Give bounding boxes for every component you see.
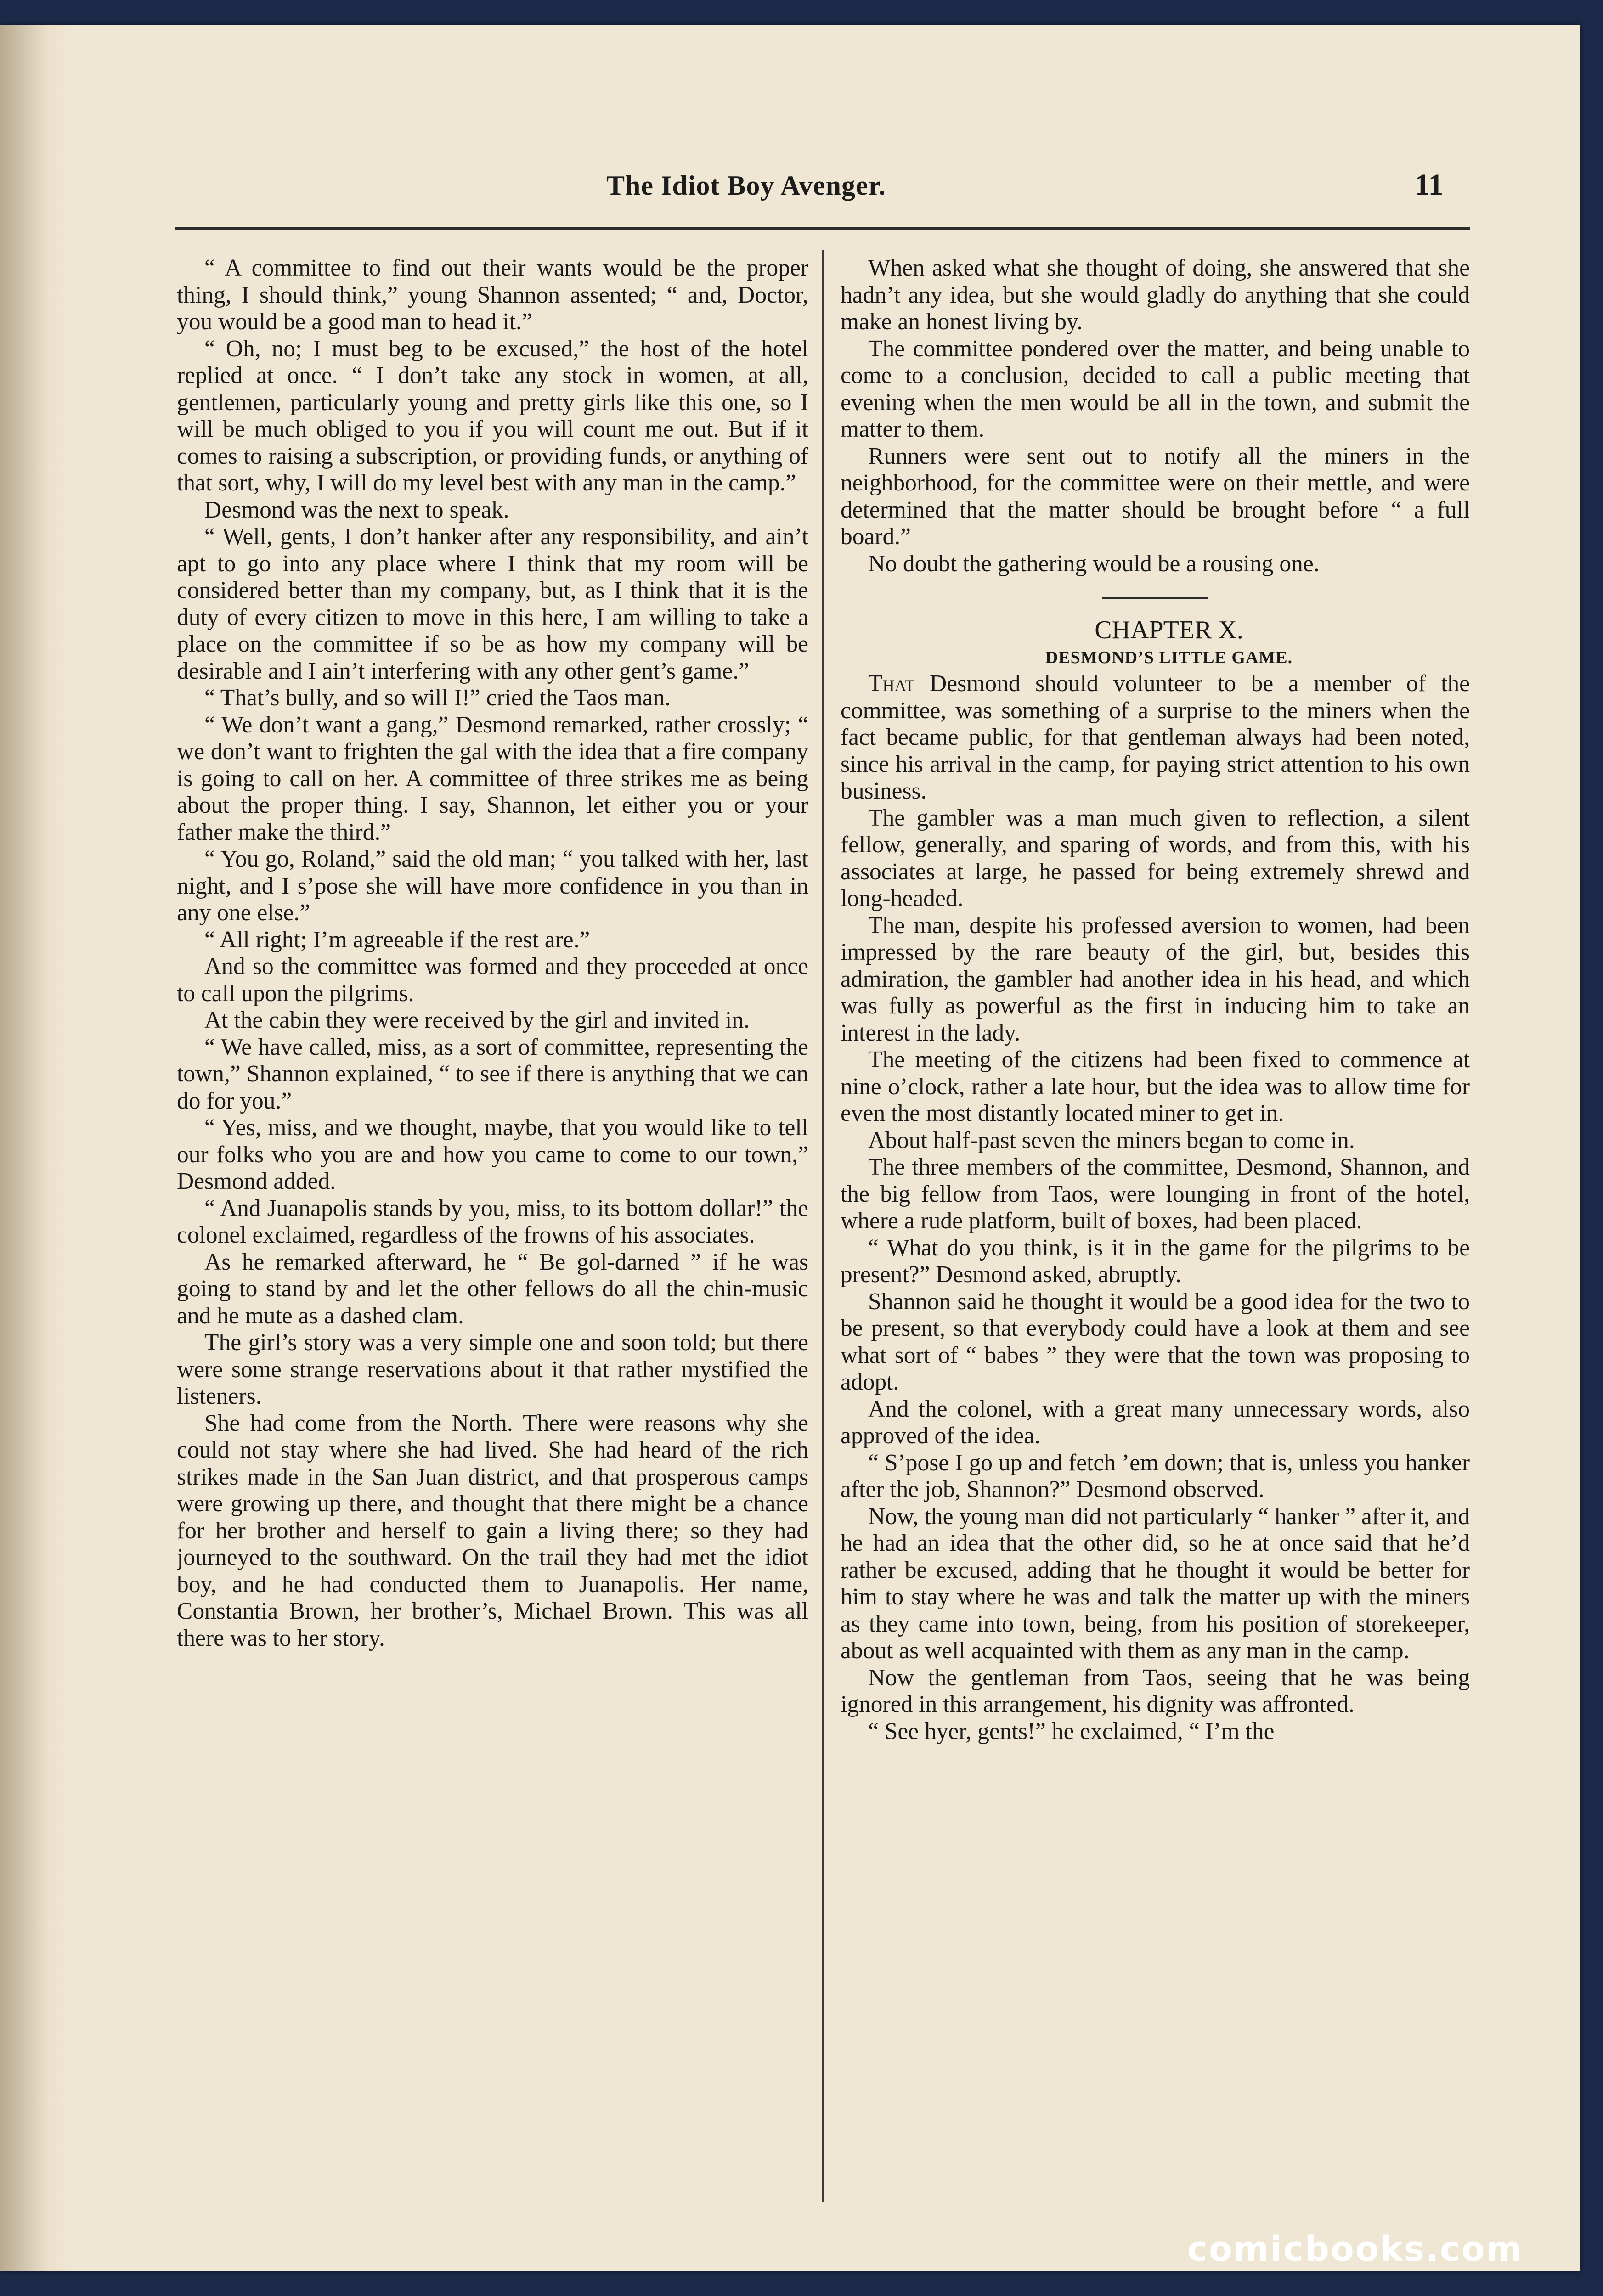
paragraph: And so the committee was formed and they proceeded at once to call upon the pilgrims. <box>177 953 808 1007</box>
paragraph: The three members of the committee, Desmond, Shannon, and the big fellow from Taos, were lounging in front of the hotel, where a rude platform, built of boxes, had been placed. <box>841 1154 1470 1234</box>
paragraph: “ Well, gents, I don’t hanker after any responsibility, and ain’t apt to go into any place where I think that my room will be considered better than my company, but, as I think that it is the duty of every citizen to move in this here, I am willing to take a place on the committee if so be as how my company will be desirable and I ain’t interfering with any other gent’s game.” <box>177 523 808 684</box>
magazine-page <box>0 25 1580 2271</box>
paragraph: “ What do you think, is it in the game for the pilgrims to be present?” Desmond asked, abruptly. <box>841 1234 1470 1288</box>
paragraph: Now the gentleman from Taos, seeing that he was being ignored in this arrangement, his dignity was affronted. <box>841 1664 1470 1717</box>
paragraph: The gambler was a man much given to reflection, a silent fellow, generally, and sparing of words, and from this, with his associates at large, he passed for being extremely shrewd and long-headed. <box>841 805 1470 912</box>
paragraph: When asked what she thought of doing, she answered that she hadn’t any idea, but she would gladly do anything that she could make an honest living by. <box>841 255 1470 335</box>
paragraph: The girl’s story was a very simple one and soon told; but there were some strange reservations about it that rather mystified the listeners. <box>177 1329 808 1409</box>
paragraph: And the colonel, with a great many unnecessary words, also approved of the idea. <box>841 1396 1470 1449</box>
paragraph: “ We have called, miss, as a sort of committee, representing the town,” Shannon explained, “ to see if there is anything that we can do for you.” <box>177 1034 808 1114</box>
right-column <box>841 255 1470 2206</box>
chapter-first-paragraph <box>841 670 1470 805</box>
paragraph: “ That’s bully, and so will I!” cried the Taos man. <box>204 685 671 711</box>
watermark: comicbooks.com <box>1187 2229 1523 2269</box>
column-divider <box>822 250 824 2202</box>
paragraph: Now, the young man did not particularly “ hanker ” after it, and he had an idea that the other did, so he at once said that he’d rather be excused, adding that he thought it would be better for him to stay where he was and talk the matter up with the miners as they came into town, being, from his position of storekeeper, about as well acquainted with them as any man in the camp. <box>841 1503 1470 1664</box>
paragraph: The meeting of the citizens had been fixed to commence at nine o’clock, rather a late hour, but the idea was to allow time for even the most distantly located miner to get in. <box>841 1047 1470 1126</box>
paragraph: “ Oh, no; I must beg to be excused,” the host of the hotel replied at once. “ I don’t take any stock in women, at all, gentlemen, particularly young and pretty girls like this one, so I will be much obliged to you if you will count me out. But if it comes to raising a subscription, or providing funds, or anything of that sort, why, I will do my level best with any man in the camp.” <box>177 335 808 496</box>
page-number: 11 <box>1415 168 1444 202</box>
chapter-subtitle: DESMOND’S LITTLE GAME. <box>1045 648 1293 667</box>
lead-word: That <box>868 670 915 697</box>
paragraph: “ We don’t want a gang,” Desmond remarked, rather crossly; “ we don’t want to frighten the gal with the idea that a fire company is going to call on her. A committee of three strikes me as being about the proper thing. I say, Shannon, let either you or your father make the third.” <box>177 711 808 845</box>
left-column <box>177 255 808 2206</box>
paragraph: Shannon said he thought it would be a good idea for the two to be present, so that everybody could have a look at them and see what sort of “ babes ” they were that the town was proposing to adopt. <box>841 1288 1470 1395</box>
paragraph: “ All right; I’m agreeable if the rest are.” <box>204 926 590 953</box>
paragraph: “ S’pose I go up and fetch ’em down; that is, unless you hanker after the job, Shannon?” Desmond observed. <box>841 1449 1470 1503</box>
paragraph: The man, despite his professed aversion to women, had been impressed by the rare beauty of the girl, but, besides this admiration, the gambler had another idea in his head, and which was fully as powerful as the first in inducing him to take an interest in the lady. <box>841 912 1470 1046</box>
spine-shadow <box>0 25 69 2271</box>
paragraph: “ A committee to find out their wants would be the proper thing, I should think,” young Shannon assented; “ and, Doctor, you would be a good man to head it.” <box>177 255 808 335</box>
paragraph: About half-past seven the miners began to come in. <box>868 1127 1355 1154</box>
section-rule <box>1102 597 1208 599</box>
paragraph: At the cabin they were received by the girl and invited in. <box>204 1007 750 1033</box>
paragraph: As he remarked afterward, he “ Be gol-darned ” if he was going to stand by and let the other fellows do all the chin-music and he mute as a dashed clam. <box>177 1249 808 1329</box>
paragraph: “ You go, Roland,” said the old man; “ you talked with her, last night, and I s’pose she will have more confidence in you than in any one else.” <box>177 846 808 926</box>
chapter-title: CHAPTER X. <box>1095 616 1243 644</box>
paragraph: Runners were sent out to notify all the miners in the neighborhood, for the committee were on their mettle, and were determined that the matter should be brought before “ a full board.” <box>841 443 1470 550</box>
header-rule <box>175 227 1470 230</box>
paragraph: “ See hyer, gents!” he exclaimed, “ I’m the <box>868 1718 1275 1745</box>
paragraph: She had come from the North. There were reasons why she could not stay where she had lived. She had heard of the rich strikes made in the San Juan district, and that prosperous camps were growing up there, and thought that there might be a chance for her brother and herself to gain a living there; so they had journeyed to the southward. On the trail they had met the idiot boy, and he had conducted them to Juanapolis. Her name, Constantia Brown, her brother’s, Michael Brown. This was all there was to her story. <box>177 1410 808 1651</box>
paragraph: Desmond was the next to speak. <box>204 496 509 523</box>
paragraph-rest: Desmond should volunteer to be a member of the committee, was something of a surprise to the miners when the fact became public, for that gentleman always had been noted, since his arrival in the camp, for paying strict attention to his own business. <box>841 670 1470 804</box>
paragraph: “ Yes, miss, and we thought, maybe, that you would like to tell our folks who you are and how you came to come to our town,” Desmond added. <box>177 1114 808 1194</box>
running-title: The Idiot Boy Avenger. <box>606 170 886 201</box>
paragraph: “ And Juanapolis stands by you, miss, to its bottom dollar!” the colonel exclaimed, regardless of the frowns of his associates. <box>177 1195 808 1248</box>
paragraph: The committee pondered over the matter, and being unable to come to a conclusion, decided to call a public meeting that evening when the men would be all in the town, and submit the matter to them. <box>841 335 1470 442</box>
paragraph: No doubt the gathering would be a rousing one. <box>868 550 1320 577</box>
